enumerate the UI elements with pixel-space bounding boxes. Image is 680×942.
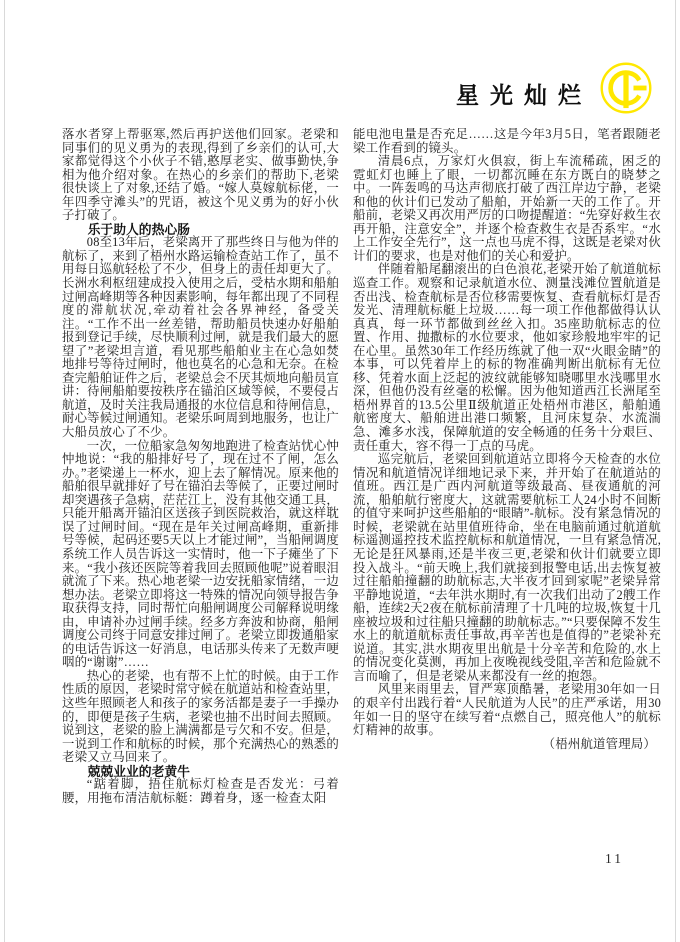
right-column	[353, 128, 661, 840]
paragraph-patrol-duties: 伴随着船尾翻滚出的白色浪花,老梁开始了航道航标巡查工作。观察和记录航道水位、测量浅滩位置航道是否出浅、检查航标是否位移需要恢复、查看航标灯是否发光、清理航标艇上垃圾……每一项工作他都做得认认真真，每一环节都做到丝丝入扣。35座助航标志的位置、作用、抛撒标的水位要求，他如家珍般地牢牢的记在心里。虽然30年工作经历练就了他一双“火眼金睛”的本事，可以凭着岸上的标的物准确判断出航标有无位移、凭着水面上泛起的波纹就能够知晓哪里水浅哪里水深，但他仍没有丝毫的松懈。因为他知道西江长洲尾至梧州界首的13.5公里Ⅱ级航道正处梧州市港区，船舶通航密度大、船舶进出港口频繁，且河床复杂、水流湍急、滩多水浅，保障航道的安全畅通的任务十分艰巨、责任重大，容不得一丁点的马虎。	[353, 262, 661, 453]
paragraph-rescue-continuation: 落水者穿上帮驱寒,然后再护送他们回家。老梁和同事们的见义勇为的表现,得到了乡亲们的认可,大家都觉得这个小伙子不错,憨厚老实、做事勤快,争相为他介绍对象。在热心的乡亲们的帮助下,老梁很快谈上了对象,还结了婚。“嫁人莫嫁航标佬，一年四季守滩头”的咒语，被这个见义勇为的好小伙子打破了。	[62, 128, 339, 223]
page-number: 11	[605, 851, 624, 866]
attribution: （梧州航道管理局）	[542, 736, 656, 751]
paragraph-inspection-continuation: 能电池电量是否充足……这是今年3月5日，笔者跟随老梁工作看到的镜头。	[353, 128, 661, 155]
page-left-border	[4, 0, 5, 942]
page-header	[456, 60, 654, 116]
paragraph-family-sacrifice: 热心的老梁，也有帮不上忙的时候。由于工作性质的原因，老梁时常守候在航道站和检查站里，这些年照顾老人和孩子的家务活都是妻子一手操办的，即便是孩子生病，老梁也抽不出时间去照顾。说到这，老梁的脸上满满都是亏欠和不安。但是，一说到工作和航标的时候，那个充满热心的熟悉的老梁又立马回来了。	[62, 668, 339, 765]
section-title: 星光灿烂	[456, 81, 592, 108]
paragraph-checkpoint-work: 08至13年后，老梁离开了那些终日与他为伴的航标了，来到了梧州水路运输检查站工作了，虽不用每日巡航轻松了不少，但身上的责任却更大了。长洲水利枢纽建成投入使用之后，受枯水期和船舶过闸高峰期等各种因素影响，每年都出现了不同程度的滞航状况,牵动着社会各界神经，备受关注。“工作不出一丝差错，帮助船员快速办好船舶报到登记手续，尽快顺利过闸，就是我们最大的愿望了”老梁坦言道，看见那些船舶业主在心急如焚地排号等待过闸时，他也莫名的心急和无奈。在检查完船舶证件之后，老梁总会不厌其烦地向船员宣讲：待闸船舶要按秩序在锚泊区域等候，不要侵占航道，及时关注我局通报的水位信息和待闸信息，耐心等候过闸通知。老梁乐呵周到地服务，也让广大船员放心了不少。	[62, 235, 339, 440]
left-column	[62, 128, 339, 864]
article-body	[62, 128, 661, 864]
paragraph-early-morning: 清晨6点，万家灯火俱寂，街上车流稀疏，困乏的霓虹灯也睡上了眼，一切都沉睡在东方既白的晓梦之中。一阵轰鸣的马达声彻底打破了西江岸边宁静，老梁和他的伙计们已发动了船舶，开始新一天的工作了。开船前，老梁又再次用严厉的口吻提醒道：“先穿好救生衣再开船，注意安全”，并逐个检查救生衣是否系牢。“水上工作安全先行”，这一点也马虎不得，这既是老梁对伙计们的要求，也是对他们的关心和爱护。	[353, 154, 661, 263]
subheading-old-ox: 兢兢业业的老黄牛	[87, 763, 190, 779]
paragraph-station-duty: 巡完航后，老梁回到航道站立即将今天检查的水位情况和航道情况详细地记录下来，并开始了在航道站的值班。西江是广西内河航道等级最高、昼夜通航的河流，船舶航行密度大，这就需要航标工人24小时不间断的值守来呵护这些船舶的“眼睛”-航标。没有紧急情况的时候，老梁就在站里值班待命，坐在电脑前通过航道航标遥测遥控技术监控航标和航道情况，一旦有紧急情况,无论是狂风暴雨,还是半夜三更,老梁和伙计们就要立即投入战斗。“前天晚上,我们就接到报警电话,出去恢复被过往船舶撞翻的助航标志,大半夜才回到家呢”老梁异常平静地说道，“去年洪水期时,有一次我们出动了2艘工作船，连续2天2夜在航标前清理了十几吨的垃圾,恢复十几座被垃圾和过往船只撞翻的助航标志。”“只要保障不发生水上的航道航标责任事故,再辛苦也是值得的”老梁补充说道。其实,洪水期夜里出航是十分辛苦和危险的,水上的情况变化莫测，再加上夜晚视线受阻,辛苦和危险就不言而喻了，但是老梁从来都没有一丝的抱怨。	[353, 452, 661, 683]
paragraph-boatman-story: 一次，一位船家急匆匆地跑进了检查站忧心忡忡地说：“我的船排好号了，现在过不了闸，怎么办。”老梁递上一杯水，迎上去了解情况。原来他的船舶很早就排好了号在锚泊去等候了，正要过闸时却突遇孩子急病，茫茫江上，没有其他交通工具，只能开船离开锚泊区送孩子到医院救治，就这样耽误了过闸时间。“现在是年关过闸高峰期，重新排号等候，起码还要5天以上才能过闸”，当船闸调度系统工作人员告诉这一实情时，他一下子瘫坐了下来。“我小孩还医院等着我回去照顾他呢”说着眼泪就流了下来。热心地老梁一边安抚船家情绪，一边想办法。老梁立即将这一特殊的情况向领导报告争取获得支持，同时帮忙向船闸调度公司解释说明缘由，申请补办过闸手续。经多方奔波和协商，船闸调度公司终于同意安排过闸了。老梁立即拨通船家的电话告诉这一好消息，电话那头传来了无数声哽咽的“谢谢”……	[62, 438, 339, 670]
subheading-helpful-heart: 乐于助人的热心肠	[87, 221, 190, 237]
page-right-border	[675, 0, 676, 942]
paragraph-closing: 风里来雨里去，冒严寒顶酷暑，老梁用30年如一日的艰辛付出践行着“人民航道为人民”的庄严承诺，用30年如一日的坚守在续写着“点燃自己，照亮他人”的航标灯精神的故事。	[353, 682, 661, 738]
paragraph-inspection-start: “踮着脚，捂住航标灯检查是否发光：弓着腰，用拖布清洁航标艇：蹲着身，逐一检查太阳	[62, 777, 339, 805]
trade-union-emblem-icon	[598, 60, 654, 116]
